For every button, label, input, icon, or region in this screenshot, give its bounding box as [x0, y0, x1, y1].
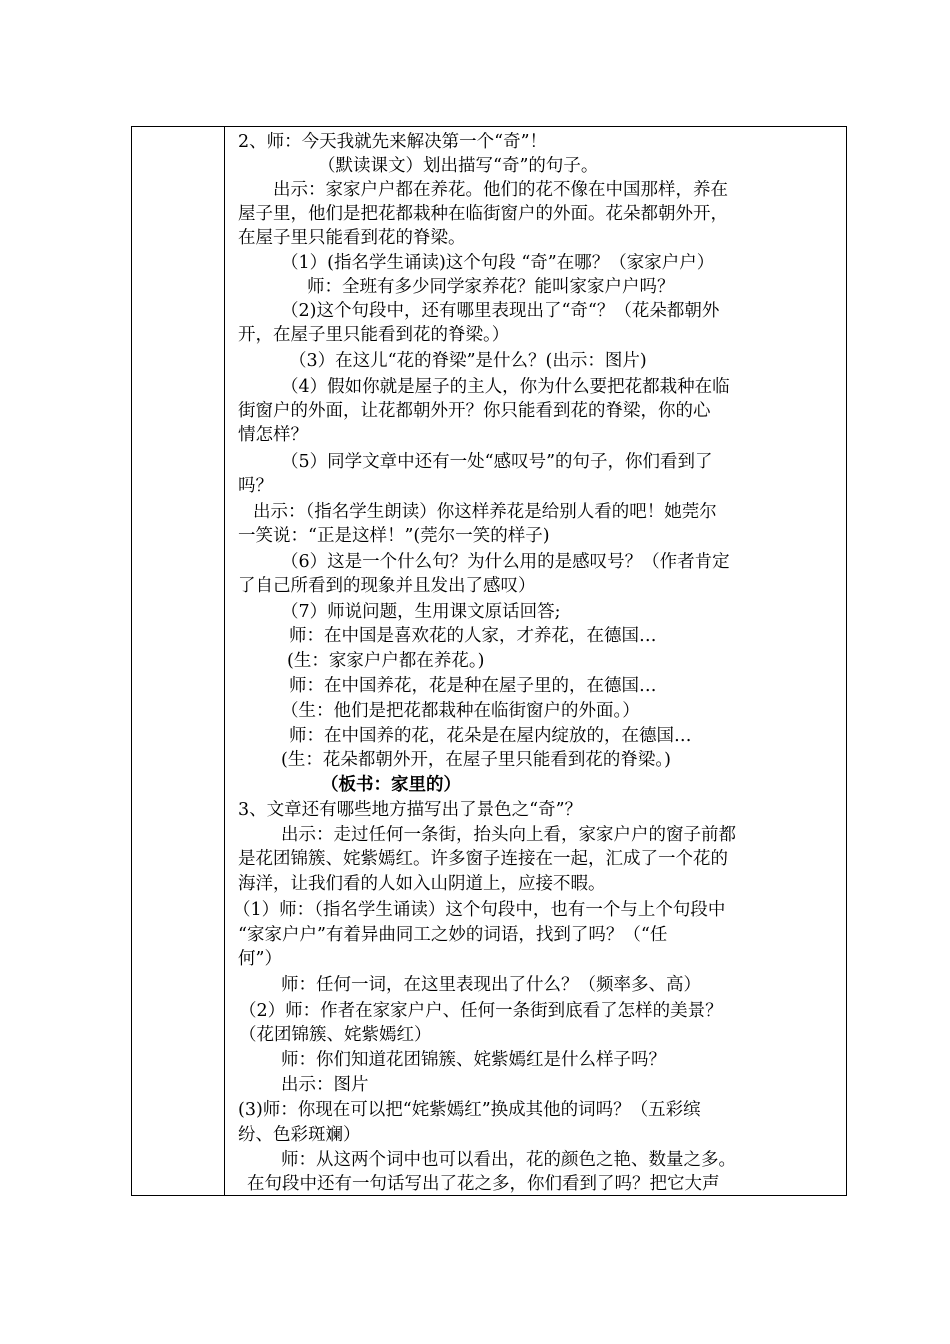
text-line: 出示：图片: [281, 1075, 369, 1095]
lesson-table: [131, 126, 847, 1196]
text-line: （默读课文）划出描写“奇”的句子。: [318, 156, 599, 176]
text-line: 2、师：今天我就先来解决第一个“奇”！: [238, 132, 548, 152]
text-line: （1）(指名学生诵读)这个句段 “奇”在哪？（家家户户）: [281, 253, 715, 273]
text-line: 出示：走过任何一条街，抬头向上看，家家户户的窗子前都: [281, 825, 736, 845]
text-line: 情怎样？: [238, 425, 308, 445]
text-line: (生：家家户户都在养花。): [287, 651, 485, 671]
text-line: （花团锦簇、姹紫嫣红）: [239, 1025, 432, 1045]
text-line: 师：从这两个词中也可以看出，花的颜色之艳、数量之多。: [281, 1150, 736, 1170]
text-line: 一笑说：“正是这样！”(莞尔一笑的样子): [238, 526, 550, 546]
text-line: 街窗户的外面，让花都朝外开？你只能看到花的脊梁，你的心: [238, 401, 711, 421]
text-line: （4）假如你就是屋子的主人，你为什么要把花都栽种在临: [281, 377, 730, 397]
text-line: 3、文章还有哪些地方描写出了景色之“奇”？: [238, 800, 583, 820]
text-line: 师：在中国养花，花是种在屋子里的，在德国…: [289, 676, 657, 696]
text-line: 何”）: [238, 949, 282, 969]
text-line: 是花团锦簇、姹紫嫣红。许多窗子连接在一起，汇成了一个花的: [238, 849, 728, 869]
text-line: “家家户户”有着异曲同工之妙的词语，找到了吗？（“任: [238, 925, 668, 945]
text-line: （6）这是一个什么句？为什么用的是感叹号？（作者肯定: [281, 552, 730, 572]
text-line: （1）师：（指名学生诵读）这个句段中，也有一个与上个句段中: [233, 900, 726, 920]
text-line: 师：你们知道花团锦簇、姹紫嫣红是什么样子吗？: [281, 1050, 666, 1070]
text-line: (生：花朵都朝外开，在屋子里只能看到花的脊梁。): [281, 750, 671, 770]
text-line: （2)这个句段中，还有哪里表现出了“奇“？（花朵都朝外: [281, 301, 720, 321]
text-line: 屋子里，他们是把花都栽种在临街窗户的外面。花朵都朝外开，: [238, 204, 728, 224]
text-line: (3)师：你现在可以把“姹紫嫣红”换成其他的词吗？（五彩缤: [238, 1100, 701, 1120]
text-line: 师：在中国养的花，花朵是在屋内绽放的，在德国…: [289, 726, 692, 746]
text-line: 出示：家家户户都在养花。他们的花不像在中国那样，养在: [273, 180, 728, 200]
text-line: （生：他们是把花都栽种在临街窗户的外面。）: [281, 701, 640, 721]
text-line: （2）师：作者在家家户户、任何一条街到底看了怎样的美景？: [239, 1001, 723, 1021]
column-divider: [224, 127, 225, 1195]
text-line: （5）同学文章中还有一处“感叹号”的句子，你们看到了: [281, 452, 713, 472]
text-line: （7）师说问题，生用课文原话回答;: [281, 602, 561, 622]
text-line: 开，在屋子里只能看到花的脊梁。）: [238, 325, 510, 345]
text-line: 在屋子里只能看到花的脊梁。: [238, 228, 466, 248]
text-line: 师：全班有多少同学家养花？能叫家家户户吗？: [307, 277, 675, 297]
text-line: 纷、色彩斑斓）: [238, 1125, 361, 1145]
text-line: 出示：（指名学生朗读）你这样养花是给别人看的吧！她莞尔: [253, 502, 717, 522]
text-line: （3）在这儿“花的脊梁”是什么？(出示：图片): [289, 351, 647, 371]
text-line: 了自己所看到的现象并且发出了感叹）: [238, 576, 536, 596]
board-note: （板书：家里的）: [321, 775, 461, 795]
text-line: 在句段中还有一句话写出了花之多，你们看到了吗？把它大声: [247, 1174, 720, 1194]
text-line: 吗？: [238, 476, 273, 496]
text-line: 师：任何一词，在这里表现出了什么？（频率多、高）: [281, 975, 701, 995]
text-line: 师：在中国是喜欢花的人家，才养花，在德国…: [289, 626, 657, 646]
text-line: 海洋，让我们看的人如入山阴道上，应接不暇。: [238, 874, 606, 894]
